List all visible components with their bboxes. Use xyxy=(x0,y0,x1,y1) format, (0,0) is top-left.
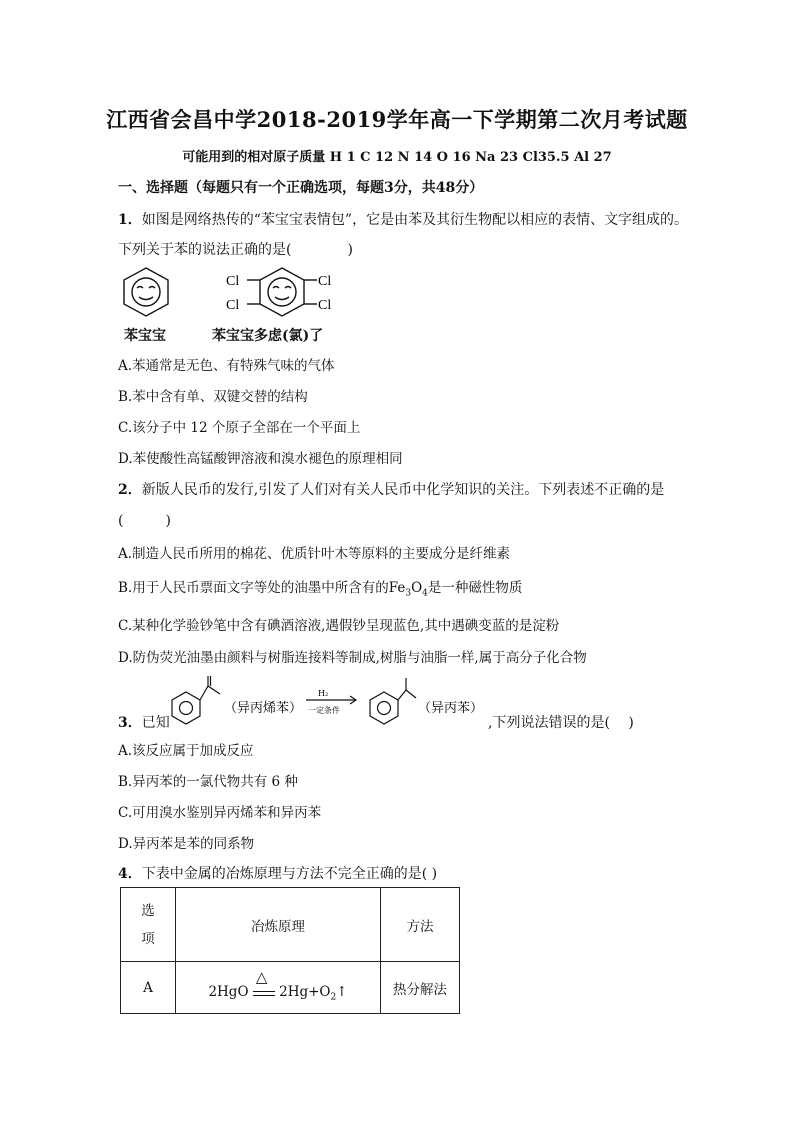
dichlorobenzene-figure xyxy=(247,268,317,316)
heat-symbol: △ xyxy=(255,967,268,986)
option-c: C.可用溴水鉴别异丙烯苯和异丙苯 xyxy=(118,805,322,821)
condition-label: 一定条件 xyxy=(308,706,340,715)
option-b: B.异丙苯的一氯代物共有 6 种 xyxy=(118,774,298,790)
smelting-table xyxy=(120,887,460,1014)
option-d: D.异丙苯是苯的同系物 xyxy=(118,836,255,852)
section-heading: 一、选择题（每题只有一个正确选项，每题3分，共48分） xyxy=(118,180,484,196)
option-c: C.该分子中 12 个原子全部在一个平面上 xyxy=(118,420,361,436)
question-number: 2． xyxy=(118,482,142,498)
question-number: 1． xyxy=(118,212,142,228)
cl-label: Cl xyxy=(318,274,332,289)
question-number: 3． xyxy=(118,715,142,731)
question-text: 已知 xyxy=(141,715,170,731)
cell-option: A xyxy=(121,962,176,1014)
option-text: 是一种磁性物质 xyxy=(427,580,523,596)
table-row xyxy=(121,962,460,1014)
isopropenylbenzene-structure xyxy=(172,676,220,724)
header-cell-text: 选 xyxy=(141,902,155,919)
header-option xyxy=(121,888,176,962)
table-header-row xyxy=(121,888,460,962)
reaction-scheme xyxy=(160,672,490,728)
subscript: 4 xyxy=(422,588,428,599)
product-name: （异丙苯） xyxy=(418,701,484,716)
benzene-baby-figure xyxy=(124,268,168,316)
equation-left: 2HgO xyxy=(208,984,249,1001)
option-a: A.该反应属于加成反应 xyxy=(118,743,254,759)
option-text: O xyxy=(411,580,423,596)
cl-label: Cl xyxy=(318,298,332,313)
question-text: 新版人民币的发行,引发了人们对有关人民币中化学知识的关注。下列表述不正确的是 xyxy=(141,482,665,498)
option-b: B.苯中含有单、双键交替的结构 xyxy=(118,389,308,405)
subscript: 3 xyxy=(405,588,412,599)
isopropylbenzene-structure xyxy=(370,678,416,724)
option-text: B.用于人民币票面文字等处的油墨中所含有的Fe xyxy=(118,580,406,596)
question-text: 下表中金属的冶炼原理与方法不完全正确的是( ) xyxy=(141,866,438,882)
reagent-label: H₂ xyxy=(318,689,329,698)
option-a: A.制造人民币所用的棉花、优质针叶木等原料的主要成分是纤维素 xyxy=(118,546,511,562)
header-principle: 冶炼原理 xyxy=(176,888,381,962)
cl-label: Cl xyxy=(226,298,240,313)
option-a: A.苯通常是无色、有特殊气味的气体 xyxy=(118,358,335,374)
cell-principle xyxy=(176,962,381,1014)
cl-label: Cl xyxy=(226,274,240,289)
question-text: 如图是网络热传的“苯宝宝表情包”，它是由苯及其衍生物配以相应的表情、文字组成的。 xyxy=(141,212,689,228)
question-4 xyxy=(118,863,437,883)
header-method: 方法 xyxy=(381,888,460,962)
reactant-name: （异丙烯苯） xyxy=(224,701,303,716)
equation-right: 2Hg+O xyxy=(279,984,331,1001)
question-2-line2: ( ) xyxy=(118,513,171,529)
cell-method: 热分解法 xyxy=(381,962,460,1014)
atomic-mass-note: 可能用到的相对原子质量 H 1 C 12 N 14 O 16 Na 23 Cl35.5 Al 27 xyxy=(182,150,612,165)
option-c: C.某种化学验钞笔中含有碘酒溶液,遇假钞呈现蓝色,其中遇碘变蓝的是淀粉 xyxy=(118,618,560,634)
gas-arrow: ↑ xyxy=(336,984,348,1001)
question-1-line1 xyxy=(118,209,688,229)
option-b xyxy=(118,576,522,599)
header-cell-text: 项 xyxy=(141,930,155,947)
page-title: 江西省会昌中学2018-2019学年高一下学期第二次月考试题 xyxy=(106,107,688,132)
benzene-baby-label: 苯宝宝 xyxy=(124,328,166,344)
dichlorobenzene-label: 苯宝宝多虑(氯)了 xyxy=(212,328,324,344)
subscript: 2 xyxy=(330,992,337,1003)
option-d: D.苯使酸性高锰酸钾溶液和溴水褪色的原理相同 xyxy=(118,451,403,467)
question-number: 4． xyxy=(118,866,142,882)
equation-sign xyxy=(253,967,275,1000)
option-d: D.防伪荧光油墨由颜料与树脂连接料等制成,树脂与油脂一样,属于高分子化合物 xyxy=(118,650,587,666)
question-1-line2: 下列关于苯的说法正确的是( ) xyxy=(118,242,353,258)
question-3-post: ,下列说法错误的是( ) xyxy=(488,715,634,731)
question-2-line1 xyxy=(118,479,664,499)
